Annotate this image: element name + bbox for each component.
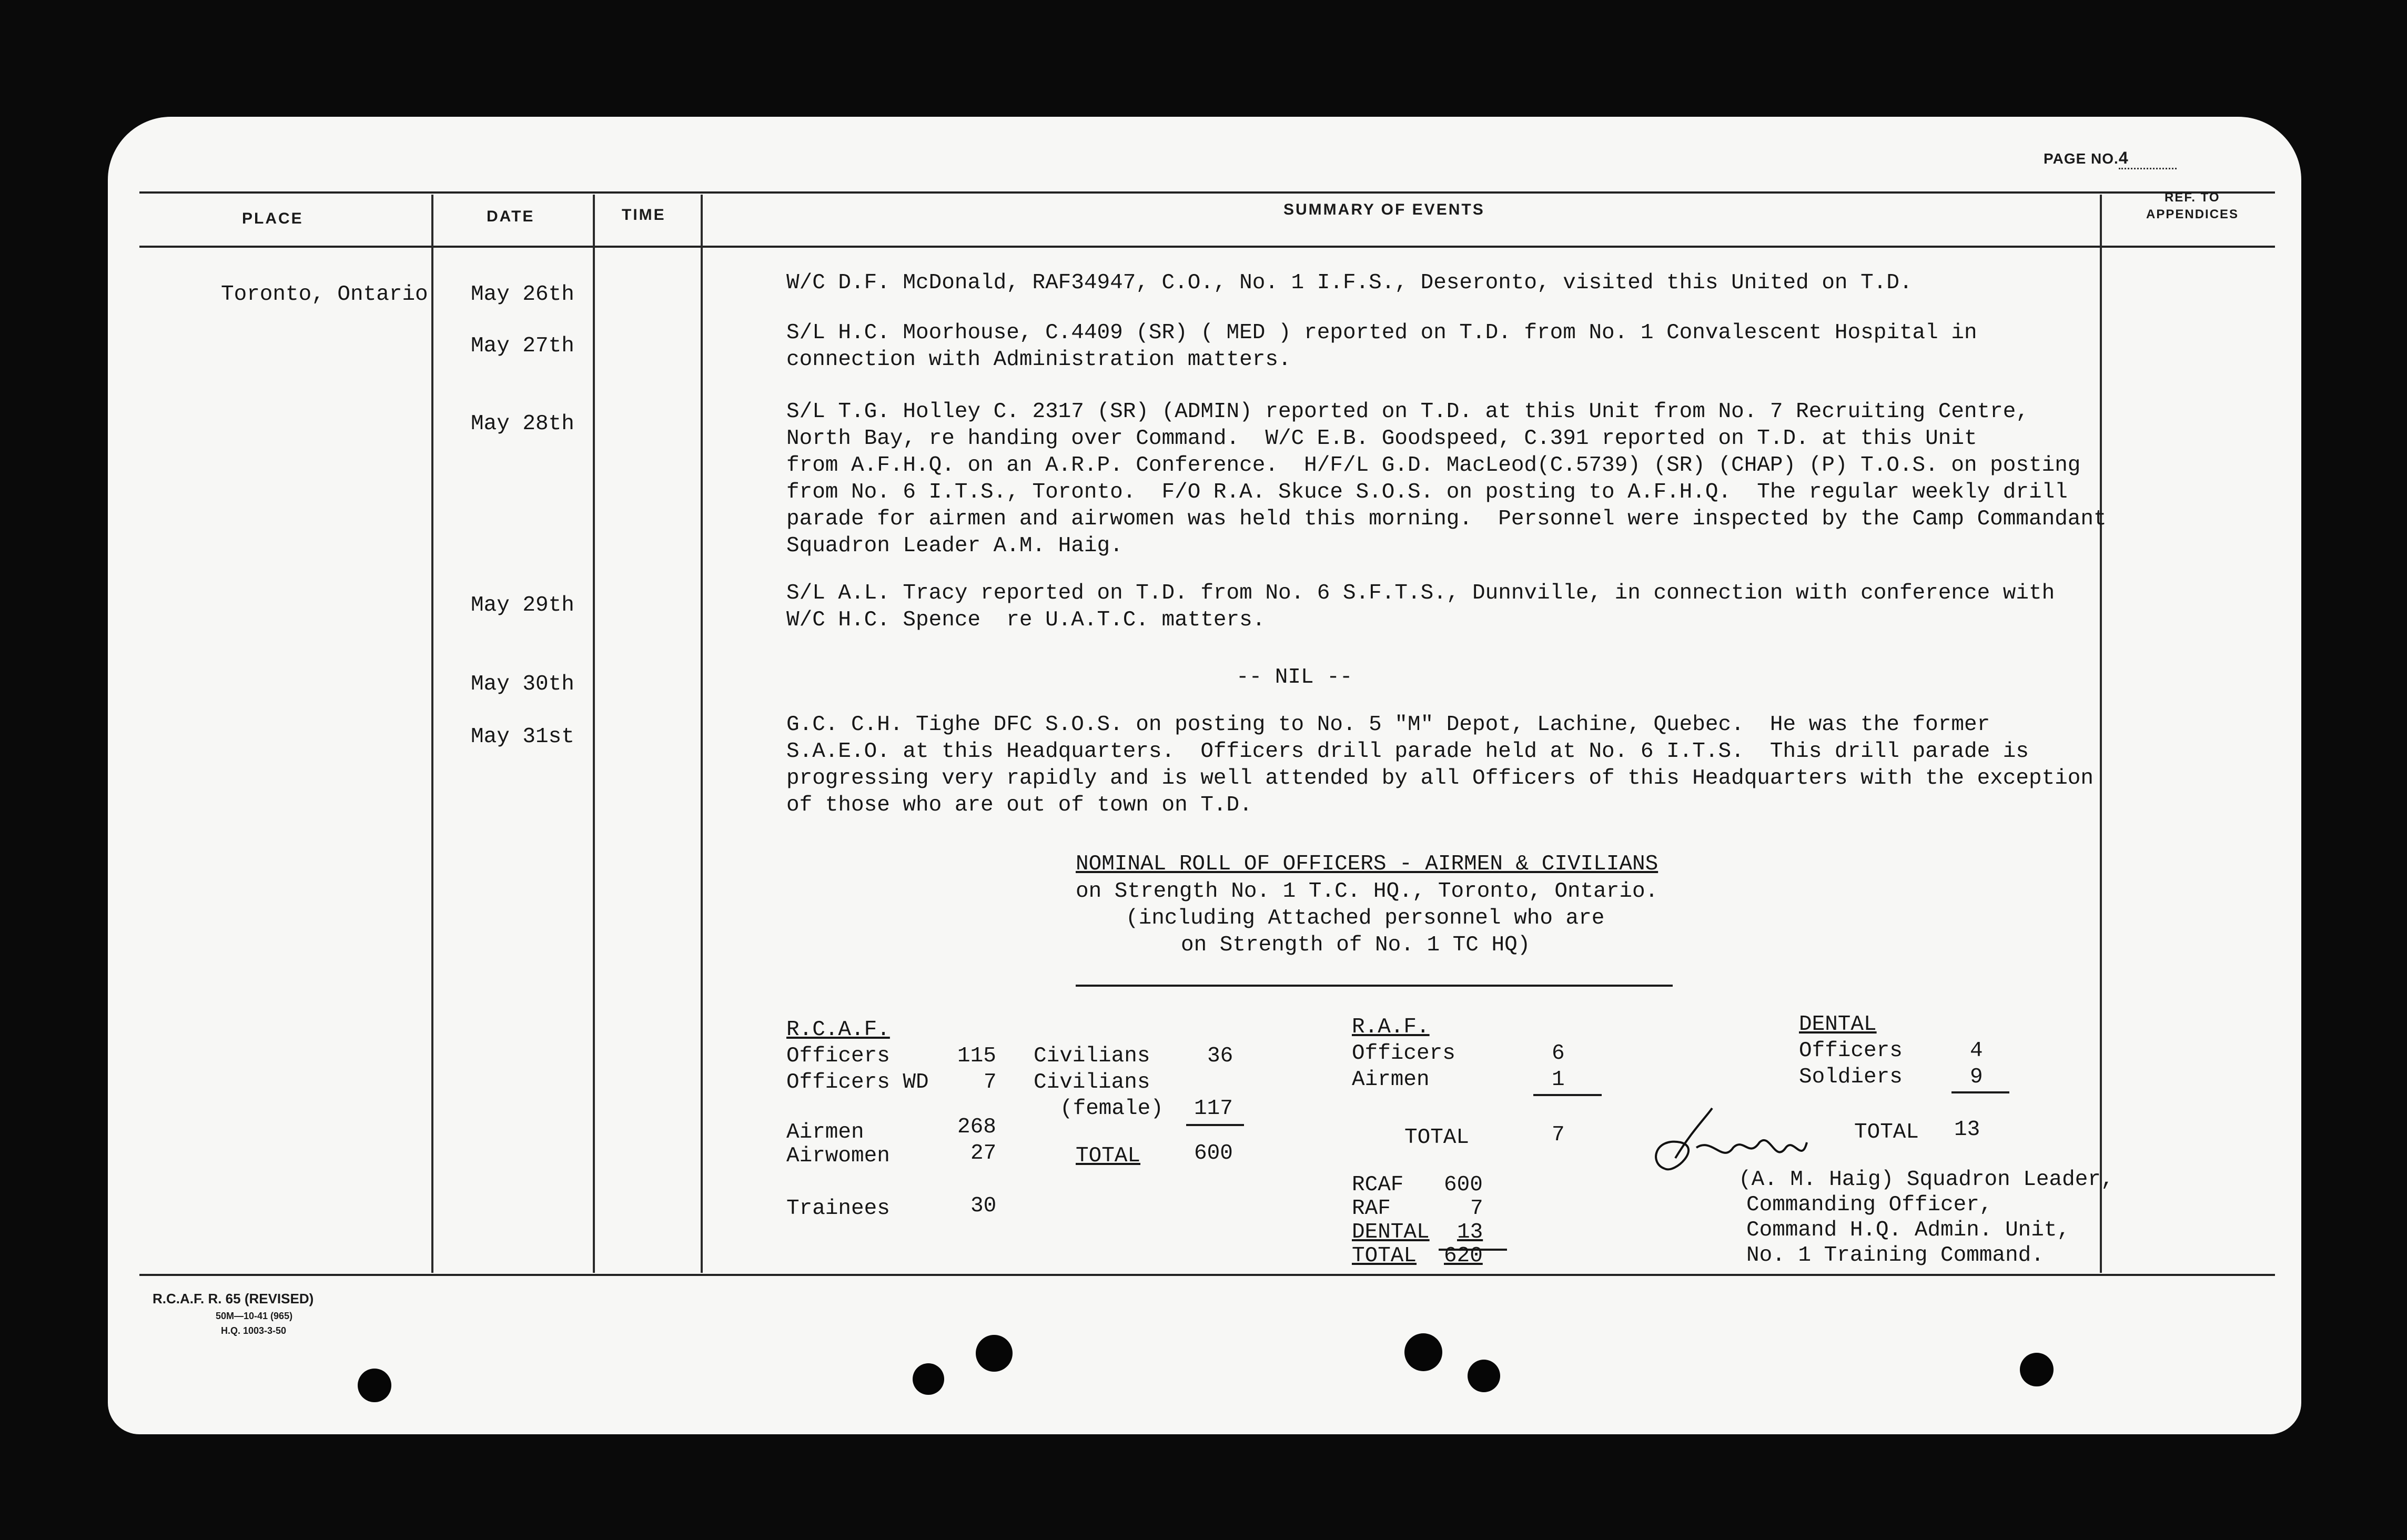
signature-line: Command H.Q. Admin. Unit, [1746, 1218, 2070, 1242]
dental-soldiers-label: Soldiers [1799, 1065, 1903, 1089]
diary-page [108, 117, 2301, 1434]
summary-value: 600 [1444, 1173, 1483, 1197]
page-number: 4 [2119, 148, 2177, 169]
roll-subtitle: on Strength of No. 1 TC HQ) [1181, 933, 1531, 957]
raf-total-label: TOTAL [1404, 1126, 1470, 1150]
form-number: R.C.A.F. R. 65 (REVISED) [153, 1291, 314, 1306]
entry-line: North Bay, re handing over Command. W/C E.B. Goodspeed, C.391 reported on T.D. at this Unit [786, 427, 1977, 451]
entry-date: May 30th [471, 672, 574, 696]
dental-heading: DENTAL [1799, 1012, 1877, 1037]
raf-officers-label: Officers [1352, 1041, 1455, 1066]
entry-date: May 28th [471, 412, 574, 436]
rcaf-label: Trainees [786, 1197, 890, 1221]
summary-label: RAF [1352, 1197, 1391, 1221]
entry-date: May 26th [471, 282, 574, 307]
rcaf-value: 7 [984, 1070, 997, 1095]
place-entry: Toronto, Ontario [221, 282, 428, 307]
punch-hole [1468, 1360, 1500, 1392]
entry-line: S/L T.G. Holley C. 2317 (SR) (ADMIN) reported on T.D. at this Unit from No. 7 Recruiting Centre, [786, 400, 2029, 424]
rcaf-value: 30 [970, 1194, 997, 1218]
column-divider-date [593, 195, 595, 1273]
entry-line: parade for airmen and airwomen was held this morning. Personnel were inspected by the Camp Commandant [786, 507, 2107, 531]
entry-date: May 31st [471, 725, 574, 749]
entry-line: W/C D.F. McDonald, RAF34947, C.O., No. 1 I.F.S., Deseronto, visited this United on T.D. [786, 271, 1913, 295]
header-date: DATE [487, 208, 535, 225]
column-divider-summary [2100, 195, 2102, 1273]
page-number-label: PAGE NO.4 [2044, 148, 2177, 169]
punch-hole [913, 1363, 944, 1395]
column-divider-time [701, 195, 703, 1273]
summary-label: RCAF [1352, 1173, 1404, 1197]
summary-label: DENTAL [1352, 1220, 1430, 1244]
civilians-female-value: 117 [1194, 1097, 1233, 1121]
entry-line: S/L H.C. Moorhouse, C.4409 (SR) ( MED ) reported on T.D. from No. 1 Convalescent Hospital in [786, 321, 1977, 345]
signature-line: Commanding Officer, [1746, 1193, 1993, 1217]
bottom-rule [139, 1274, 2275, 1276]
dental-soldiers-value: 9 [1970, 1065, 1983, 1089]
raf-airmen-value: 1 [1552, 1068, 1565, 1092]
rcaf-label: Airmen [786, 1120, 864, 1144]
dental-officers-value: 4 [1970, 1039, 1983, 1063]
header-ref: REF. TO [2165, 190, 2220, 205]
summary-total-label: TOTAL [1352, 1244, 1417, 1268]
roll-title: NOMINAL ROLL OF OFFICERS - AIRMEN & CIVILIANS [1076, 852, 1658, 876]
form-hq-ref: H.Q. 1003-3-50 [221, 1325, 287, 1336]
civilians-label: Civilians [1034, 1044, 1150, 1068]
dental-officers-label: Officers [1799, 1039, 1903, 1063]
civilians-female-label: Civilians [1034, 1070, 1150, 1095]
rcaf-heading: R.C.A.F. [786, 1018, 890, 1042]
punch-hole [976, 1335, 1013, 1372]
entry-line: from No. 6 I.T.S., Toronto. F/O R.A. Skuce S.O.S. on posting to A.F.H.Q. The regular weekly drill [786, 480, 2068, 504]
civilians-female-sub: (female) [1060, 1097, 1164, 1121]
rcaf-label: Officers [786, 1044, 890, 1068]
header-summary: SUMMARY OF EVENTS [1283, 201, 1485, 218]
dental-total-label: TOTAL [1854, 1120, 1919, 1144]
roll-subtitle: (including Attached personnel who are [1126, 906, 1605, 930]
entry-line: connection with Administration matters. [786, 348, 1291, 372]
raf-officers-value: 6 [1552, 1041, 1565, 1066]
civilians-total-value: 600 [1194, 1141, 1233, 1166]
entry-line-nil: -- NIL -- [1236, 665, 1353, 690]
civilians-value: 36 [1207, 1044, 1233, 1068]
summary-total-value: 620 [1444, 1244, 1483, 1268]
entry-line: from A.F.H.Q. on an A.R.P. Conference. H/F/L G.D. MacLeod(C.5739) (SR) (CHAP) (P) T.O.S. on posting [786, 453, 2081, 478]
rcaf-value: 268 [957, 1115, 996, 1139]
entry-date: May 27th [471, 334, 574, 358]
entry-line: Squadron Leader A.M. Haig. [786, 534, 1123, 558]
roll-divider [1076, 985, 1673, 987]
civilians-sum-rule [1186, 1124, 1244, 1126]
dental-sum-rule [1951, 1091, 2009, 1093]
header-top-rule [139, 191, 2275, 194]
header-time: TIME [622, 206, 666, 224]
entry-line: G.C. C.H. Tighe DFC S.O.S. on posting to No. 5 "M" Depot, Lachine, Quebec. He was the former [786, 713, 1990, 737]
civilians-total-label: TOTAL [1076, 1144, 1141, 1168]
rcaf-label: Officers WD [786, 1070, 929, 1095]
raf-sum-rule [1533, 1094, 1602, 1096]
signature-line: No. 1 Training Command. [1746, 1243, 2044, 1268]
punch-hole [358, 1369, 391, 1402]
signature-name: (A. M. Haig) Squadron Leader, [1738, 1168, 2114, 1192]
rcaf-value: 115 [957, 1044, 996, 1068]
header-appendices: APPENDICES [2146, 207, 2239, 221]
rcaf-label: Airwomen [786, 1144, 890, 1168]
summary-value: 13 [1457, 1220, 1483, 1244]
form-print-run: 50M—10-41 (965) [216, 1311, 293, 1321]
raf-heading: R.A.F. [1352, 1015, 1430, 1039]
punch-hole [2020, 1353, 2054, 1386]
header-place: PLACE [242, 210, 304, 227]
entry-line: S/L A.L. Tracy reported on T.D. from No. 6 S.F.T.S., Dunnville, in connection with conference with [786, 581, 2055, 605]
raf-total-value: 7 [1552, 1123, 1565, 1147]
entry-line: S.A.E.O. at this Headquarters. Officers drill parade held at No. 6 I.T.S. This drill parade is [786, 739, 2029, 764]
column-divider-place [431, 195, 433, 1273]
dental-total-value: 13 [1954, 1118, 1980, 1142]
rcaf-value: 27 [970, 1141, 997, 1166]
punch-hole [1404, 1333, 1442, 1371]
entry-date: May 29th [471, 593, 574, 617]
entry-line: W/C H.C. Spence re U.A.T.C. matters. [786, 608, 1266, 632]
raf-airmen-label: Airmen [1352, 1068, 1430, 1092]
summary-value: 7 [1470, 1197, 1483, 1221]
header-bottom-rule [139, 246, 2275, 248]
entry-line: of those who are out of town on T.D. [786, 793, 1252, 817]
roll-subtitle: on Strength No. 1 T.C. HQ., Toronto, Ontario. [1076, 879, 1658, 904]
entry-line: progressing very rapidly and is well attended by all Officers of this Headquarters with the exception [786, 766, 2094, 791]
